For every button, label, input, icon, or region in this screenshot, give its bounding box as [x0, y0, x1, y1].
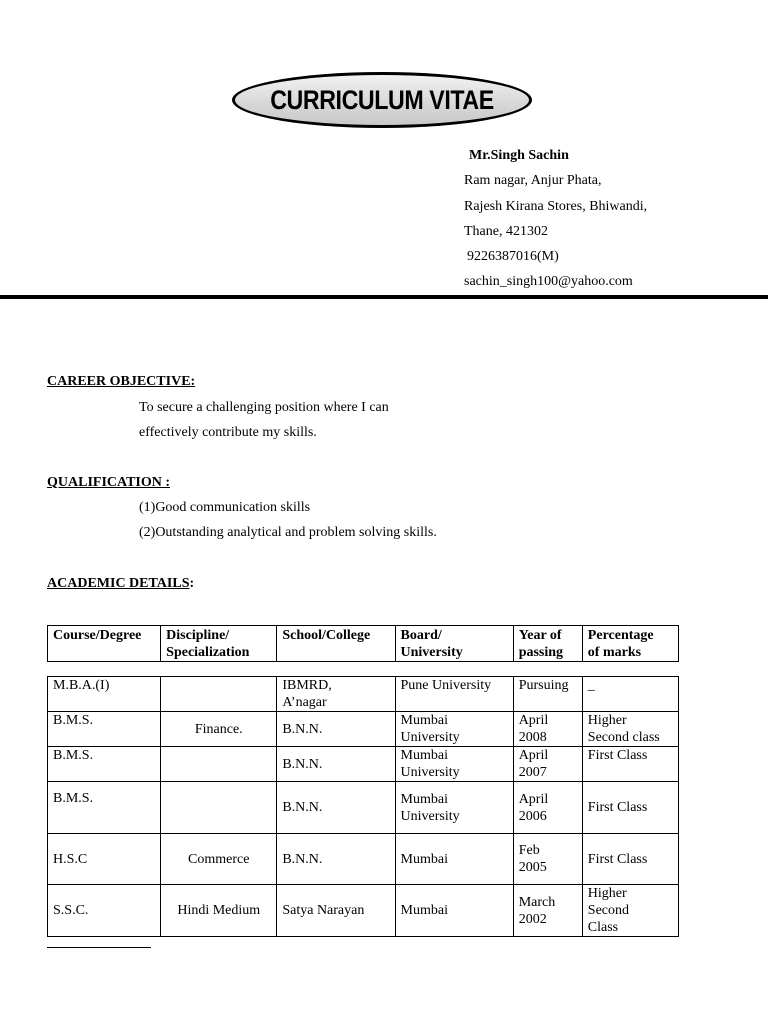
qualification-item-2: (2)Outstanding analytical and problem solving skills. [139, 525, 437, 540]
cell-course: B.M.S. [48, 712, 161, 747]
cell-school: B.N.N. [277, 782, 395, 834]
title-oval [232, 72, 532, 128]
career-objective-line-1: To secure a challenging position where I can [139, 400, 389, 415]
table-row [48, 677, 679, 712]
address-line-1: Ram nagar, Anjur Phata, [464, 173, 602, 188]
address-line-3: Thane, 421302 [464, 224, 548, 239]
cell-school: B.N.N. [277, 834, 395, 885]
cell-school: B.N.N. [277, 712, 395, 747]
cell-school: B.N.N. [277, 747, 395, 782]
address-line-2: Rajesh Kirana Stores, Bhiwandi, [464, 199, 648, 214]
cell-board: Mumbai University [395, 712, 513, 747]
table-row [48, 834, 679, 885]
qualification-item-1: (1)Good communication skills [139, 500, 311, 515]
cell-percentage: First Class [582, 747, 678, 782]
header-discipline: Discipline/ Specialization [161, 626, 277, 662]
table-row [48, 747, 679, 782]
cell-year: March 2002 [513, 885, 582, 937]
cell-discipline: Commerce [161, 834, 277, 885]
cell-discipline [161, 782, 277, 834]
cell-board: Mumbai University [395, 747, 513, 782]
cell-discipline [161, 677, 277, 712]
cell-percentage: First Class [582, 834, 678, 885]
academic-header-table [47, 625, 679, 662]
cell-course: B.M.S. [48, 782, 161, 834]
academic-header-row [48, 626, 679, 662]
cell-year: April 2008 [513, 712, 582, 747]
cell-school: IBMRD, A’nagar [277, 677, 395, 712]
cell-discipline [161, 747, 277, 782]
cell-board: Pune University [395, 677, 513, 712]
table-row [48, 885, 679, 937]
career-objective-line-2: effectively contribute my skills. [139, 425, 317, 440]
academic-details-table [47, 676, 679, 937]
cell-board: Mumbai [395, 834, 513, 885]
header-divider [0, 295, 768, 299]
applicant-name: Mr.Singh Sachin [469, 148, 569, 163]
cell-year: April 2006 [513, 782, 582, 834]
cell-percentage: First Class [582, 782, 678, 834]
document-title: CURRICULUM VITAE [270, 84, 494, 115]
header-percentage: Percentage of marks [582, 626, 678, 662]
cell-percentage: Higher Second Class [582, 885, 678, 937]
cell-course: B.M.S. [48, 747, 161, 782]
header-year: Year of passing [513, 626, 582, 662]
cell-year: Feb 2005 [513, 834, 582, 885]
cell-course: H.S.C [48, 834, 161, 885]
academic-details-heading [47, 576, 194, 592]
academic-details-heading-text: ACADEMIC DETAILS [47, 576, 190, 591]
header-course: Course/Degree [48, 626, 161, 662]
cell-discipline: Hindi Medium [161, 885, 277, 937]
academic-details-heading-colon: : [189, 576, 195, 591]
cell-board: Mumbai [395, 885, 513, 937]
header-board: Board/ University [395, 626, 513, 662]
header-school: School/College [277, 626, 395, 662]
email-address: sachin_singh100@yahoo.com [464, 274, 633, 289]
cell-course: M.B.A.(I) [48, 677, 161, 712]
cell-percentage: _ [582, 677, 678, 712]
table-row [48, 782, 679, 834]
phone-number: 9226387016(M) [467, 249, 559, 264]
cell-school: Satya Narayan [277, 885, 395, 937]
table-row [48, 712, 679, 747]
cell-discipline: Finance. [161, 712, 277, 747]
footnote-rule [47, 947, 151, 948]
cell-course: S.S.C. [48, 885, 161, 937]
cell-percentage: Higher Second class [582, 712, 678, 747]
cell-year: Pursuing [513, 677, 582, 712]
cell-year: April 2007 [513, 747, 582, 782]
career-objective-heading: CAREER OBJECTIVE: [47, 374, 196, 389]
qualification-heading: QUALIFICATION : [47, 475, 171, 490]
cell-board: Mumbai University [395, 782, 513, 834]
